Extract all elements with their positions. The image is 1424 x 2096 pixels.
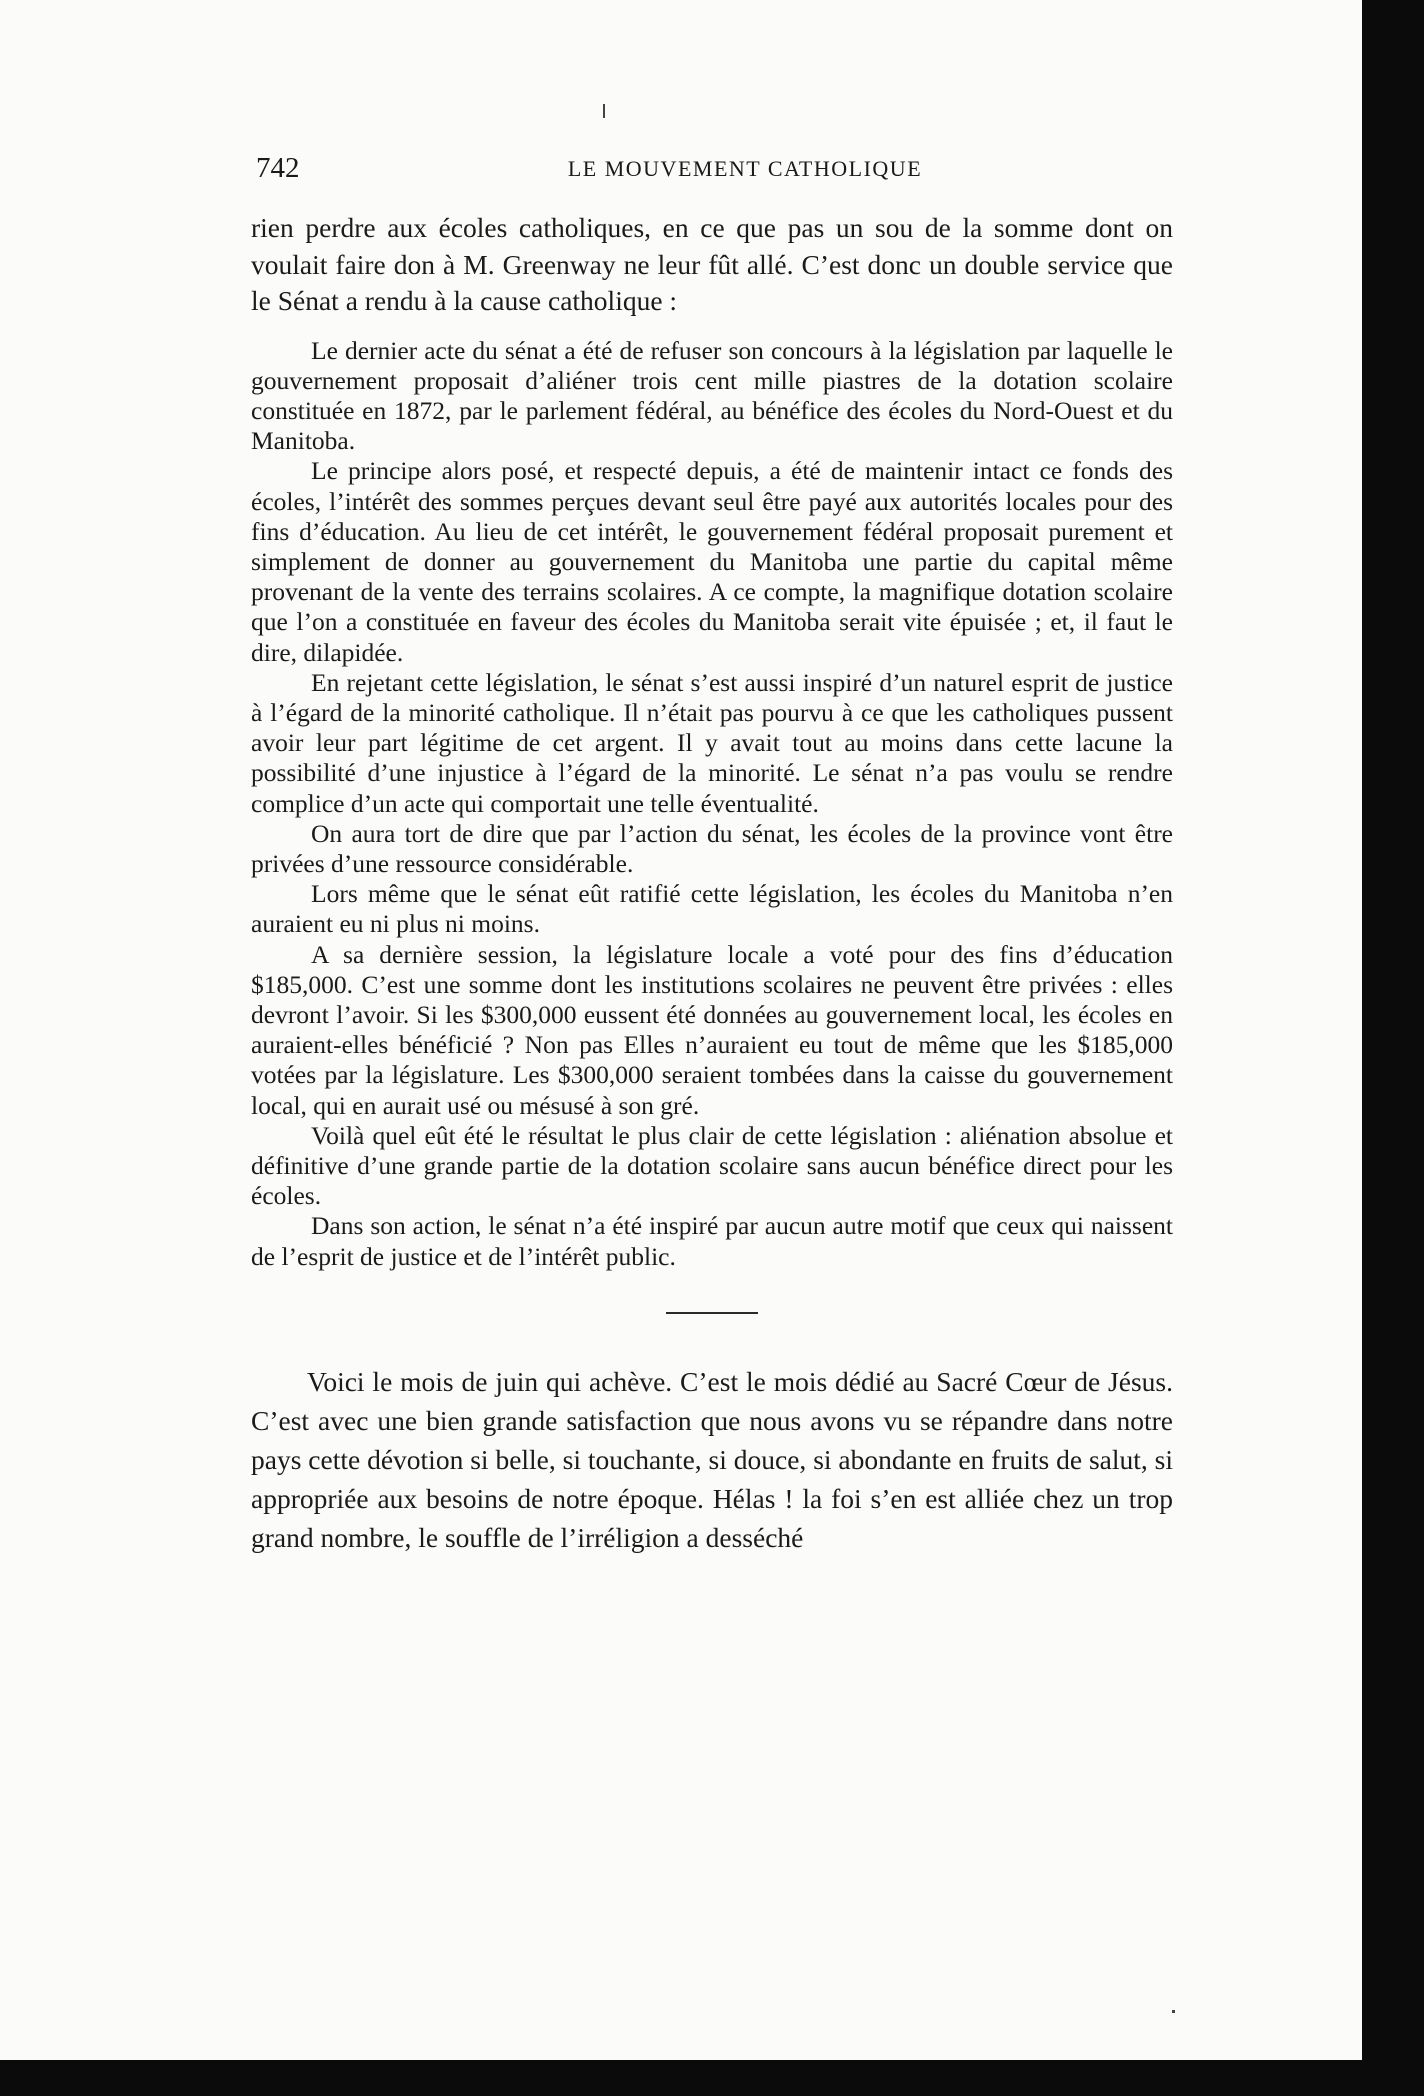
quoted-paragraph: Le dernier acte du sénat a été de refuser son concours à la législation par laquelle le gouvernement proposait d’aliéner trois cent mille piastres de la dotation scolaire constituée en 1872, par le parlement fédéral, au bénéfice des écoles du Nord-Ouest et du Manitoba.	[251, 335, 1173, 456]
page-number: 742	[256, 152, 300, 184]
section-divider	[666, 1312, 758, 1314]
quoted-paragraph: Dans son action, le sénat n’a été inspiré par aucun autre motif que ceux qui naissent de l’esprit de justice et de l’intérêt public.	[251, 1211, 1173, 1271]
quoted-paragraph: En rejetant cette législation, le sénat s’est aussi inspiré d’un naturel esprit de justice à l’égard de la minorité catholique. Il n’était pas pourvu à ce que les catholiques pussent avoir leur part légitime de cet argent. Il y avait tout au moins dans cette lacune la possibilité d’une injustice à l’égard de la minorité. Le sénat n’a pas voulu se rendre complice d’un acte qui comportait une telle éventualité.	[251, 667, 1173, 818]
scan-speck	[1172, 2010, 1175, 2013]
quoted-paragraph: A sa dernière session, la législature locale a voté pour des fins d’éducation $185,000. C’est une somme dont les institutions scolaires ne peuvent être privées : elles devront l’avoir. Si les $300,000 eussent été données au gouvernement local, les écoles en auraient-elles bénéficié ? Non pas Elles n’auraient eu tout de même que les $185,000 votées par la législature. Les $300,000 seraient tombées dans la caisse du gouvernement local, qui en aurait usé ou mésusé à son gré.	[251, 939, 1173, 1120]
running-head: LE MOUVEMENT CATHOLIQUE	[567, 156, 923, 181]
quoted-paragraph: On aura tort de dire que par l’action du sénat, les écoles de la province vont être privées d’une ressource considérable.	[251, 818, 1173, 878]
scan-border-right	[1362, 0, 1424, 2096]
lead-paragraph: rien perdre aux écoles catholiques, en ce que pas un sou de la somme dont on voulait faire don à M. Greenway ne leur fût allé. C’est donc un double service que le Sénat a rendu à la cause catholique :	[251, 212, 1173, 316]
closing-paragraph: Voici le mois de juin qui achève. C’est le mois dédié au Sacré Cœur de Jésus. C’est avec une bien grande satisfaction que nous avons vu se répandre dans notre pays cette dévotion si belle, si touchante, si douce, si abondante en fruits de salut, si appropriée aux besoins de notre époque. Hélas ! la foi s’en est alliée chez un trop grand nombre, le souffle de l’irréligion a desséché	[251, 1365, 1173, 1553]
quoted-paragraph: Le principe alors posé, et respecté depuis, a été de maintenir intact ce fonds des écoles, l’intérêt des sommes perçues devant seul être payé aux autorités locales pour des fins d’éducation. Au lieu de cet intérêt, le gouvernement fédéral proposait purement et simplement de donner au gouvernement du Manitoba une partie du capital même provenant de la vente des terrains scolaires. A ce compte, la magnifique dotation scolaire que l’on a constituée en faveur des écoles du Manitoba serait vite épuisée ; et, il faut le dire, dilapidée.	[251, 456, 1173, 667]
quoted-extract	[251, 336, 1173, 1272]
scan-speck	[603, 104, 605, 118]
quoted-paragraph: Lors même que le sénat eût ratifié cette législation, les écoles du Manitoba n’en auraient eu ni plus ni moins.	[251, 879, 1173, 939]
scan-border-bottom	[0, 2060, 1424, 2096]
page-header	[256, 152, 1174, 188]
body-text	[251, 210, 1173, 1557]
quoted-paragraph: Voilà quel eût été le résultat le plus clair de cette législation : aliénation absolue et définitive d’une grande partie de la dotation scolaire sans aucun bénéfice direct pour les écoles.	[251, 1120, 1173, 1211]
